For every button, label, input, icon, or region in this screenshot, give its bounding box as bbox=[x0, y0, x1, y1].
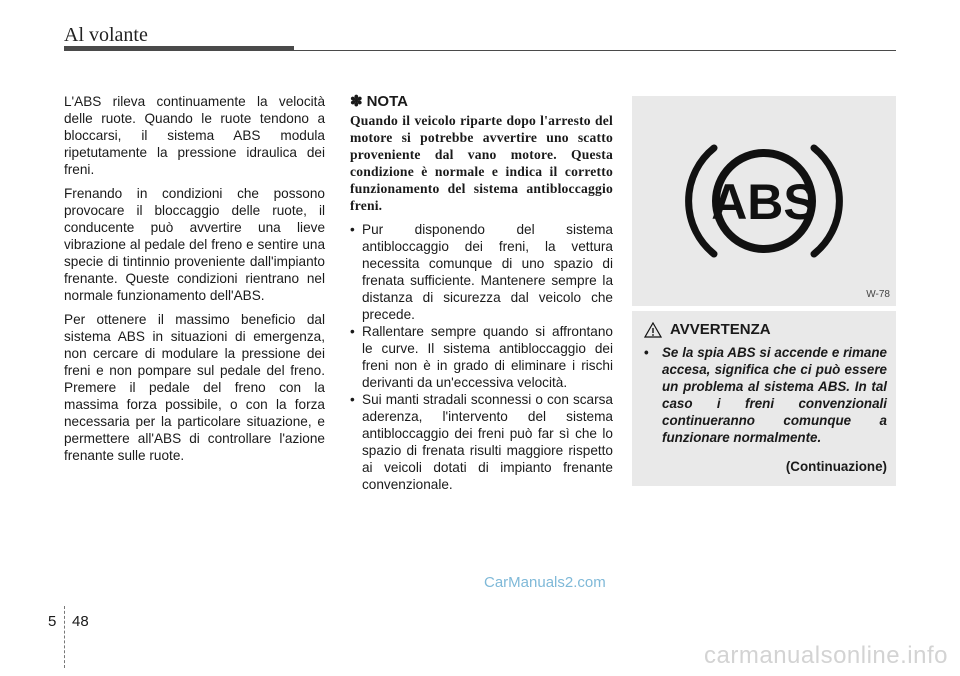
nota-bullet: • Sui manti stradali sconnessi o con scarsa aderenza, l'intervento del sistema antibloccaggio dei freni può far sì che lo spazio di frenata risulti maggiore rispetto ai veicoli dotati di impianto frenante convenzionale. bbox=[350, 391, 613, 493]
warning-text: • Se la spia ABS si accende e rimane accesa, significa che ci può essere un problema al sistema ABS. In tal caso i freni convenzionali continueranno comunque a funzionare normalmente. bbox=[644, 344, 887, 446]
abs-icon-text: ABS bbox=[711, 174, 817, 230]
warning-continuation: (Continuazione) bbox=[785, 459, 887, 474]
paragraph-2: Frenando in condizioni che possono provocare il bloccaggio delle ruote, il conducente può avvertire una lieve vibrazione al pedale del freno e sentire una specie di tintinnio proveniente dall'impianto frenante. Queste condizioni rientrano nel normale funzionamento dell'ABS. bbox=[64, 186, 325, 303]
page-number-divider bbox=[64, 606, 65, 668]
figure-code: W-78 bbox=[866, 289, 890, 300]
abs-warning-light-figure bbox=[632, 96, 896, 306]
nota-section bbox=[350, 93, 613, 493]
nota-bullet-list bbox=[350, 221, 613, 493]
watermark-text: CarManuals2.com bbox=[484, 574, 606, 591]
warning-box bbox=[632, 311, 896, 486]
nota-title: NOTA bbox=[366, 93, 408, 110]
section-number: 5 bbox=[48, 613, 57, 630]
column-abs-description bbox=[64, 93, 325, 471]
paragraph-3: Per ottenere il massimo beneficio dal sistema ABS in situazioni di emergenza, non cercare di modulare la pressione dei freni e non pompare sul pedale del freno. Premere il pedale del freno con la massima forza possibile, o con la forza necessaria per la particolare situazione, e permettere all'ABS di controllare l'azione frenante sulle ruote. bbox=[64, 312, 325, 463]
abs-warning-light-icon bbox=[632, 96, 896, 306]
header-rule-thin bbox=[294, 50, 896, 51]
nota-heading bbox=[350, 93, 613, 110]
warning-body bbox=[644, 344, 887, 446]
page-header-title: Al volante bbox=[64, 24, 148, 46]
page-number: 48 bbox=[72, 613, 89, 630]
warning-heading bbox=[644, 321, 771, 338]
nota-bullet: • Rallentare sempre quando si affrontano le curve. Il sistema antibloccaggio dei freni non è in grado di eliminare i rischi derivanti da un'eccessiva velocità. bbox=[350, 323, 613, 391]
header-rule-thick bbox=[64, 46, 294, 51]
footer-brand-watermark: carmanualsonline.info bbox=[704, 642, 948, 669]
nota-intro: Quando il veicolo riparte dopo l'arresto del motore si potrebbe avvertire uno scatto proveniente dal vano motore. Questa condizione è normale e indica il corretto funzionamento del sistema antibloccaggio freni. bbox=[350, 113, 613, 213]
paragraph-1: L'ABS rileva continuamente la velocità delle ruote. Quando le ruote tendono a bloccarsi, il sistema ABS modula ripetutamente la pressione idraulica dei freni. bbox=[64, 94, 325, 177]
warning-triangle-icon bbox=[644, 322, 662, 338]
asterisk-icon: ✽ bbox=[350, 93, 363, 110]
warning-title: AVVERTENZA bbox=[670, 321, 771, 338]
nota-bullet: • Pur disponendo del sistema antibloccaggio dei freni, la vettura necessita comunque di uno spazio di frenata sufficiente. Mantenere sempre la distanza di sicurezza dal veicolo che precede. bbox=[350, 221, 613, 323]
